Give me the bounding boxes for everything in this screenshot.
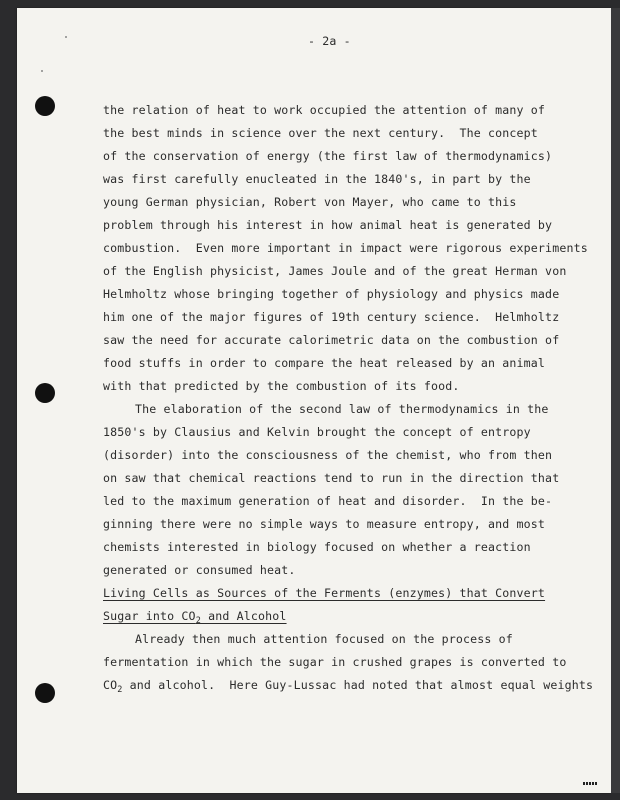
- text-line: led to the maximum generation of heat and disorder. In the be-: [103, 494, 553, 508]
- text-line: Already then much attention focused on the process of: [135, 632, 513, 646]
- text-line: The elaboration of the second law of thermodynamics in the: [135, 402, 549, 416]
- binder-hole-middle: [35, 383, 55, 403]
- text-line: Helmholtz whose bringing together of physiology and physics made: [103, 287, 560, 301]
- text-line: was first carefully enucleated in the 1840's, in part by the: [103, 172, 531, 186]
- text-line: combustion. Even more important in impact were rigorous experiments: [103, 241, 588, 255]
- text-line: saw the need for accurate calorimetric data on the combustion of: [103, 333, 560, 347]
- text-line: 1850's by Clausius and Kelvin brought the concept of entropy: [103, 425, 531, 439]
- scan-speck: [65, 36, 67, 38]
- text-line: (disorder) into the consciousness of the chemist, who from then: [103, 448, 553, 462]
- text-line: on saw that chemical reactions tend to run in the direction that: [103, 471, 560, 485]
- text-line: him one of the major figures of 19th century science. Helmholtz: [103, 310, 560, 324]
- section-heading: Living Cells as Sources of the Ferments (enzymes) that Convert: [103, 586, 546, 600]
- text-line: $CO_2$ and alcohol. Here Guy-Lussac had noted that almost equal weights: [103, 678, 594, 695]
- text-line: food stuffs in order to compare the heat released by an animal: [103, 356, 546, 370]
- text-line: problem through his interest in how animal heat is generated by: [103, 218, 553, 232]
- text-line: ginning there were no simple ways to measure entropy, and most: [103, 517, 546, 531]
- page-number: - 2a -: [308, 34, 351, 48]
- text-line: the relation of heat to work occupied the attention of many of: [103, 103, 546, 117]
- section-heading: Sugar into $CO_2$ and Alcohol: [103, 609, 287, 626]
- text-line: young German physician, Robert von Mayer, who came to this: [103, 195, 517, 209]
- binder-hole-top: [35, 96, 55, 116]
- text-line: chemists interested in biology focused on whether a reaction: [103, 540, 531, 554]
- page-edge-shadow: [611, 8, 620, 793]
- text-line: of the conservation of energy (the first law of thermodynamics): [103, 149, 553, 163]
- binder-hole-bottom: [35, 683, 55, 703]
- scan-speck: [41, 70, 43, 72]
- text-line: of the English physicist, James Joule and of the great Herman von: [103, 264, 567, 278]
- text-line: fermentation in which the sugar in crushed grapes is converted to: [103, 655, 567, 669]
- scanner-edge-mark: [583, 782, 597, 785]
- text-line: with that predicted by the combustion of its food.: [103, 379, 460, 393]
- text-line: generated or consumed heat.: [103, 563, 296, 577]
- text-line: the best minds in science over the next century. The concept: [103, 126, 538, 140]
